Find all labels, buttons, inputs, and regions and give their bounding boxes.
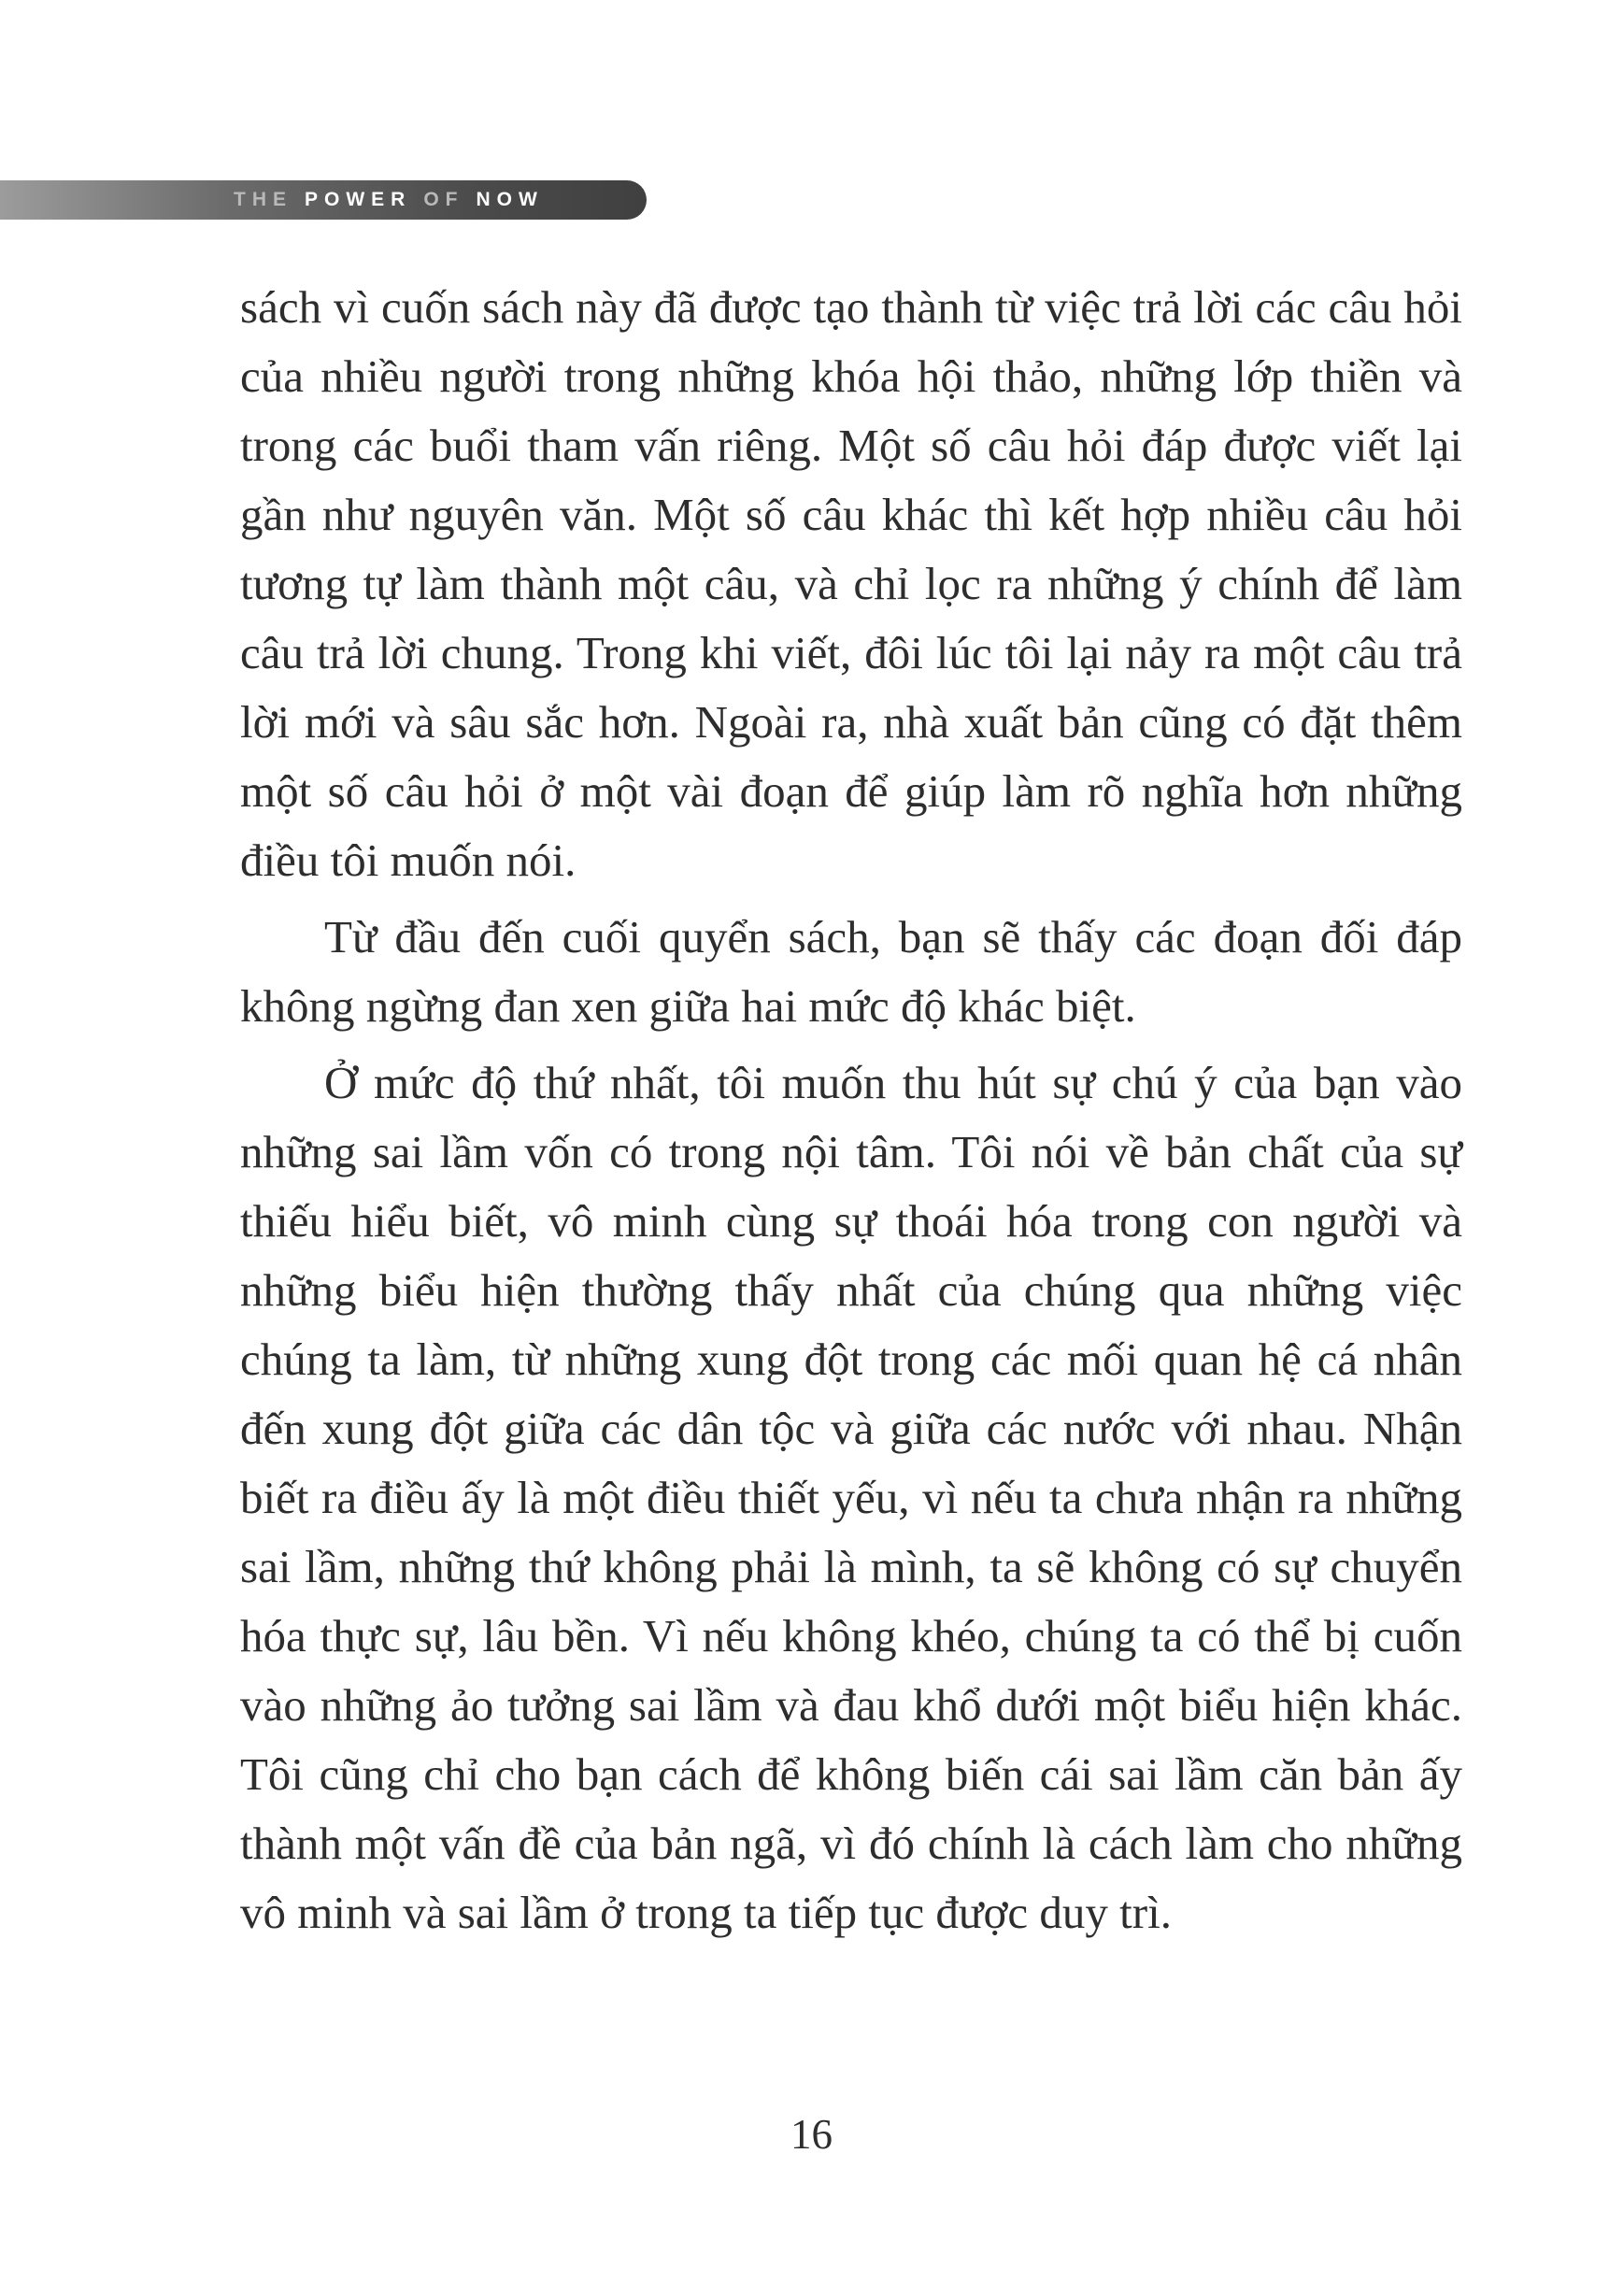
header-word-of: OF [423,189,464,210]
body-paragraph-3: Ở mức độ thứ nhất, tôi muốn thu hút sự chú ý của bạn vào những sai lầm vốn có trong nội tâm. Tôi nói về bản chất của sự thiếu hiểu biết, vô minh cùng sự thoái hóa trong con người và những biểu hiện thường thấy nhất của chúng qua những việc chúng ta làm, từ những xung đột trong các mối quan hệ cá nhân đến xung đột giữa các dân tộc và giữa các nước với nhau. Nhận biết ra điều ấy là một điều thiết yếu, vì nếu ta chưa nhận ra những sai lầm, những thứ không phải là mình, ta sẽ không có sự chuyển hóa thực sự, lâu bền. Vì nếu không khéo, chúng ta có thể bị cuốn vào những ảo tưởng sai lầm và đau khổ dưới một biểu hiện khác. Tôi cũng chỉ cho bạn cách để không biến cái sai lầm căn bản ấy thành một vấn đề của bản ngã, vì đó chính là cách làm cho những vô minh và sai lầm ở trong ta tiếp tục được duy trì. [240,1057,1462,1938]
body-paragraph-1: sách vì cuốn sách này đã được tạo thành từ việc trả lời các câu hỏi của nhiều người trong những khóa hội thảo, những lớp thiền và trong các buổi tham vấn riêng. Một số câu hỏi đáp được viết lại gần như nguyên văn. Một số câu khác thì kết hợp nhiều câu hỏi tương tự làm thành một câu, và chỉ lọc ra những ý chính để làm câu trả lời chung. Trong khi viết, đôi lúc tôi lại nảy ra một câu trả lời mới và sâu sắc hơn. Ngoài ra, nhà xuất bản cũng có đặt thêm một số câu hỏi ở một vài đoạn để giúp làm rõ nghĩa hơn những điều tôi muốn nói. [240,281,1462,886]
body-text-block [240,273,1462,1955]
header-banner [0,180,647,220]
header-word-the: THE [234,189,292,210]
header-word-power: POWER [305,189,412,210]
header-word-now: NOW [476,189,544,210]
body-paragraph-2: Từ đầu đến cuối quyển sách, bạn sẽ thấy các đoạn đối đáp không ngừng đan xen giữa hai mức độ khác biệt. [240,911,1462,1032]
page-number: 16 [790,2111,833,2158]
